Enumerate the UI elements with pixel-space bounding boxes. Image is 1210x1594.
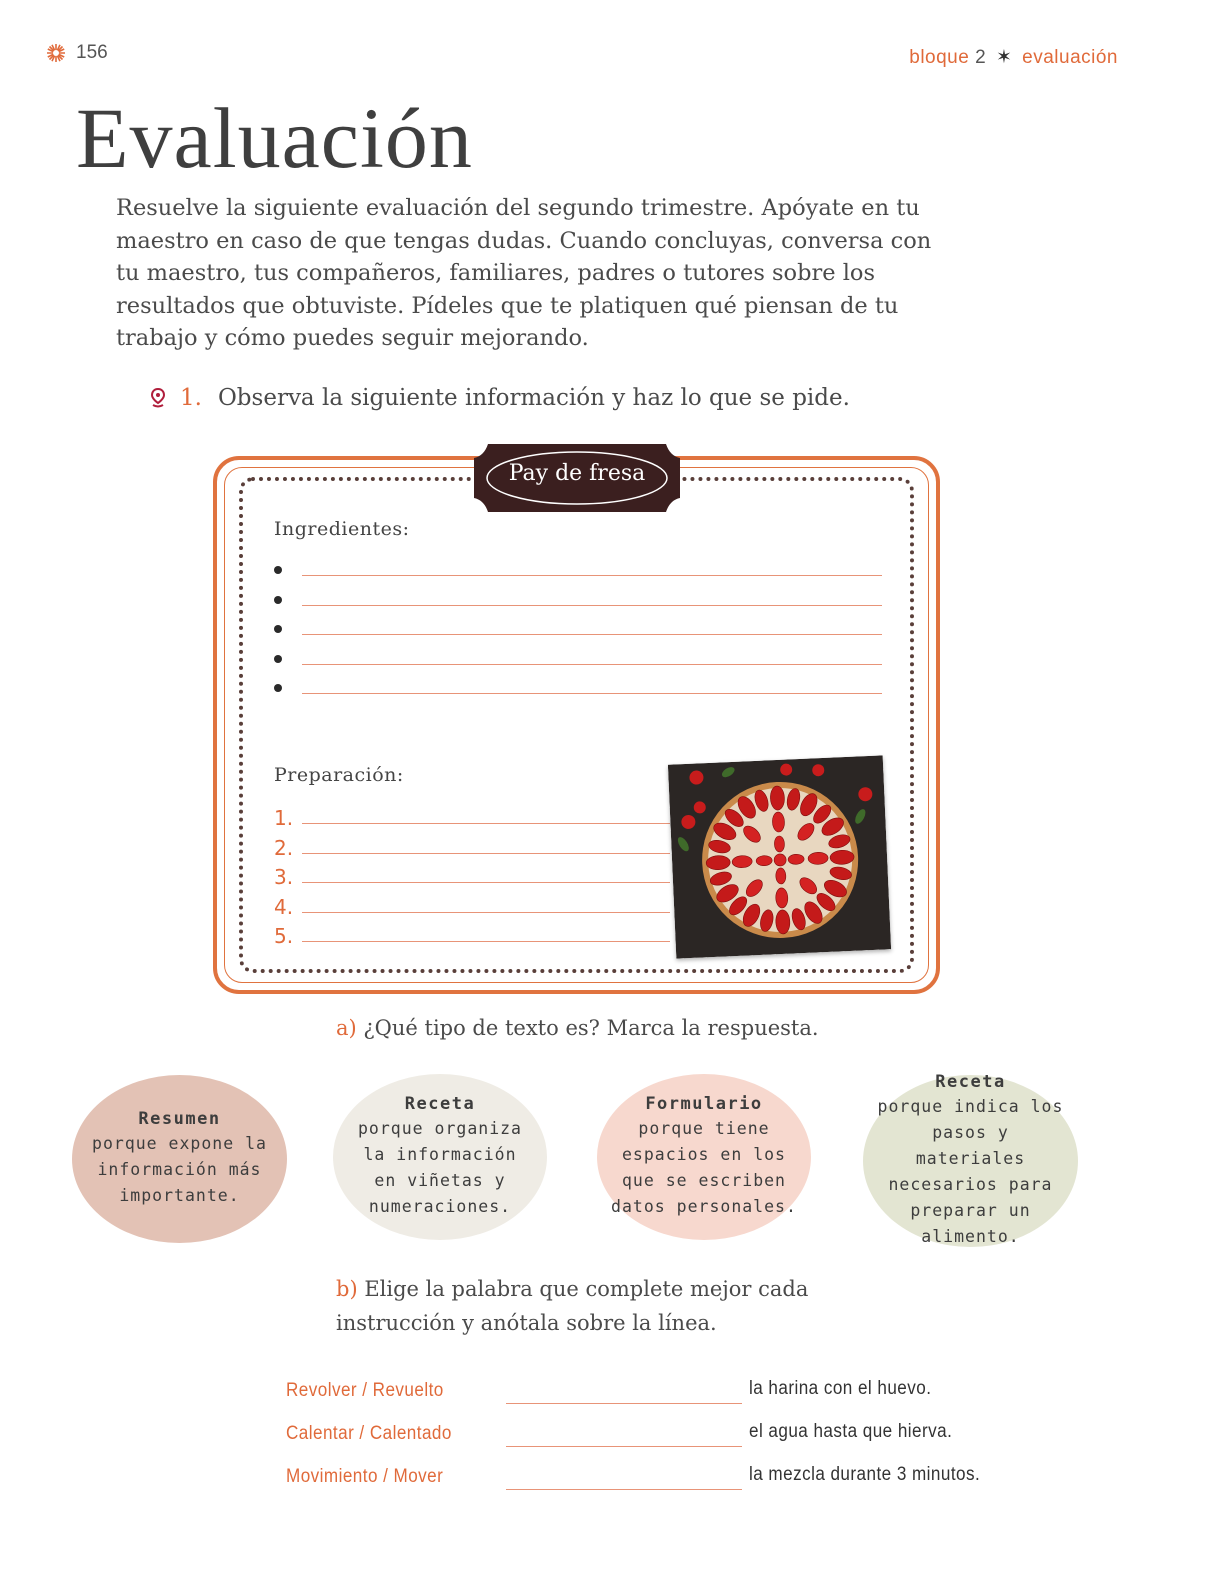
writing-line xyxy=(302,663,882,665)
bullet-icon xyxy=(274,655,282,663)
question-b xyxy=(336,1272,856,1340)
option-body: porque tiene espacios en los que se escriben datos personales. xyxy=(611,1119,797,1216)
option-receta-1[interactable] xyxy=(333,1074,547,1240)
star-icon: ✶ xyxy=(995,47,1013,68)
word-choices: Revolver / Revuelto xyxy=(286,1380,444,1401)
preparation-step[interactable] xyxy=(274,922,670,948)
ingredient-line[interactable] xyxy=(274,615,882,637)
intro-paragraph: Resuelve la siguiente evaluación del segundo trimestre. Apóyate en tu maestro en caso de que tengas dudas. Cuando concluyas, conversa con tu maestro, tus compañeros, familiares, padres o tutores sobre los resultados que obtuviste. Pídeles que te platiquen qué piensan de tu trabajo y cómo puedes seguir mejorando. xyxy=(116,195,932,351)
writing-line xyxy=(302,692,882,694)
step-number: 2. xyxy=(274,836,294,860)
writing-line xyxy=(302,574,882,576)
question-1 xyxy=(150,385,850,411)
running-head xyxy=(909,46,1118,69)
option-head: Receta xyxy=(935,1072,1006,1092)
writing-line xyxy=(302,882,670,883)
ingredient-line[interactable] xyxy=(274,586,882,608)
word-choices: Movimiento / Mover xyxy=(286,1466,444,1487)
step-number: 1. xyxy=(274,806,294,830)
ingredient-line[interactable] xyxy=(274,556,882,578)
instruction-rest: la mezcla durante 3 minutos. xyxy=(749,1464,981,1485)
instruction-rest: el agua hasta que hierva. xyxy=(749,1421,953,1442)
question-1-number: 1. xyxy=(180,385,202,411)
bullet-icon xyxy=(274,625,282,633)
map-pin-icon xyxy=(150,388,166,408)
option-body: porque indica los pasos y materiales necesarios para preparar un alimento. xyxy=(877,1097,1064,1246)
recipe-title: Pay de fresa xyxy=(508,461,646,486)
option-receta-2[interactable] xyxy=(863,1072,1078,1247)
writing-line xyxy=(302,853,670,854)
writing-line xyxy=(302,941,670,942)
preparation-step[interactable] xyxy=(274,804,670,830)
question-a xyxy=(336,1016,819,1040)
writing-line xyxy=(302,633,882,635)
sun-icon xyxy=(46,43,66,63)
writing-line xyxy=(302,912,670,913)
option-head: Receta xyxy=(404,1094,476,1114)
ingredient-line[interactable] xyxy=(274,645,882,667)
step-number: 4. xyxy=(274,895,294,919)
writing-line xyxy=(302,823,670,824)
preparation-step[interactable] xyxy=(274,863,670,889)
preparation-step[interactable] xyxy=(274,893,670,919)
option-resumen[interactable] xyxy=(72,1075,287,1243)
bullet-icon xyxy=(274,566,282,574)
page-number xyxy=(46,42,108,64)
ingredients-label: Ingredientes: xyxy=(274,518,410,540)
instruction-rest: la harina con el huevo. xyxy=(749,1378,932,1399)
bullet-icon xyxy=(274,596,282,604)
question-b-text: Elige la palabra que complete mejor cada instrucción y anótala sobre la línea. xyxy=(336,1277,809,1335)
writing-line xyxy=(302,604,882,606)
page-number-text: 156 xyxy=(76,42,108,63)
option-formulario[interactable] xyxy=(597,1074,811,1240)
answer-blank[interactable] xyxy=(506,1402,742,1404)
option-body: porque organiza la información en viñetas y numeraciones. xyxy=(357,1119,522,1216)
page-title: Evaluación xyxy=(76,90,473,186)
question-1-text: Observa la siguiente información y haz lo que se pide. xyxy=(217,385,850,411)
answer-blank[interactable] xyxy=(506,1445,742,1447)
question-a-text: ¿Qué tipo de texto es? Marca la respuesta. xyxy=(363,1016,819,1040)
pie-image-icon xyxy=(668,755,891,958)
running-head-number: 2 xyxy=(975,47,987,68)
step-number: 3. xyxy=(274,865,294,889)
option-body: porque expone la información más importante. xyxy=(92,1134,267,1205)
running-head-section: evaluación xyxy=(1022,47,1118,68)
ingredient-line[interactable] xyxy=(274,674,882,696)
question-a-letter: a) xyxy=(336,1016,357,1040)
running-head-prefix: bloque xyxy=(909,47,970,68)
preparation-label: Preparación: xyxy=(274,764,404,786)
option-head: Formulario xyxy=(645,1094,763,1114)
strawberry-pie-photo xyxy=(668,755,891,958)
answer-blank[interactable] xyxy=(506,1488,742,1490)
preparation-step[interactable] xyxy=(274,834,670,860)
word-choices: Calentar / Calentado xyxy=(286,1423,452,1444)
question-b-letter: b) xyxy=(336,1277,358,1301)
bullet-icon xyxy=(274,684,282,692)
option-head: Resumen xyxy=(138,1109,221,1129)
step-number: 5. xyxy=(274,924,294,948)
